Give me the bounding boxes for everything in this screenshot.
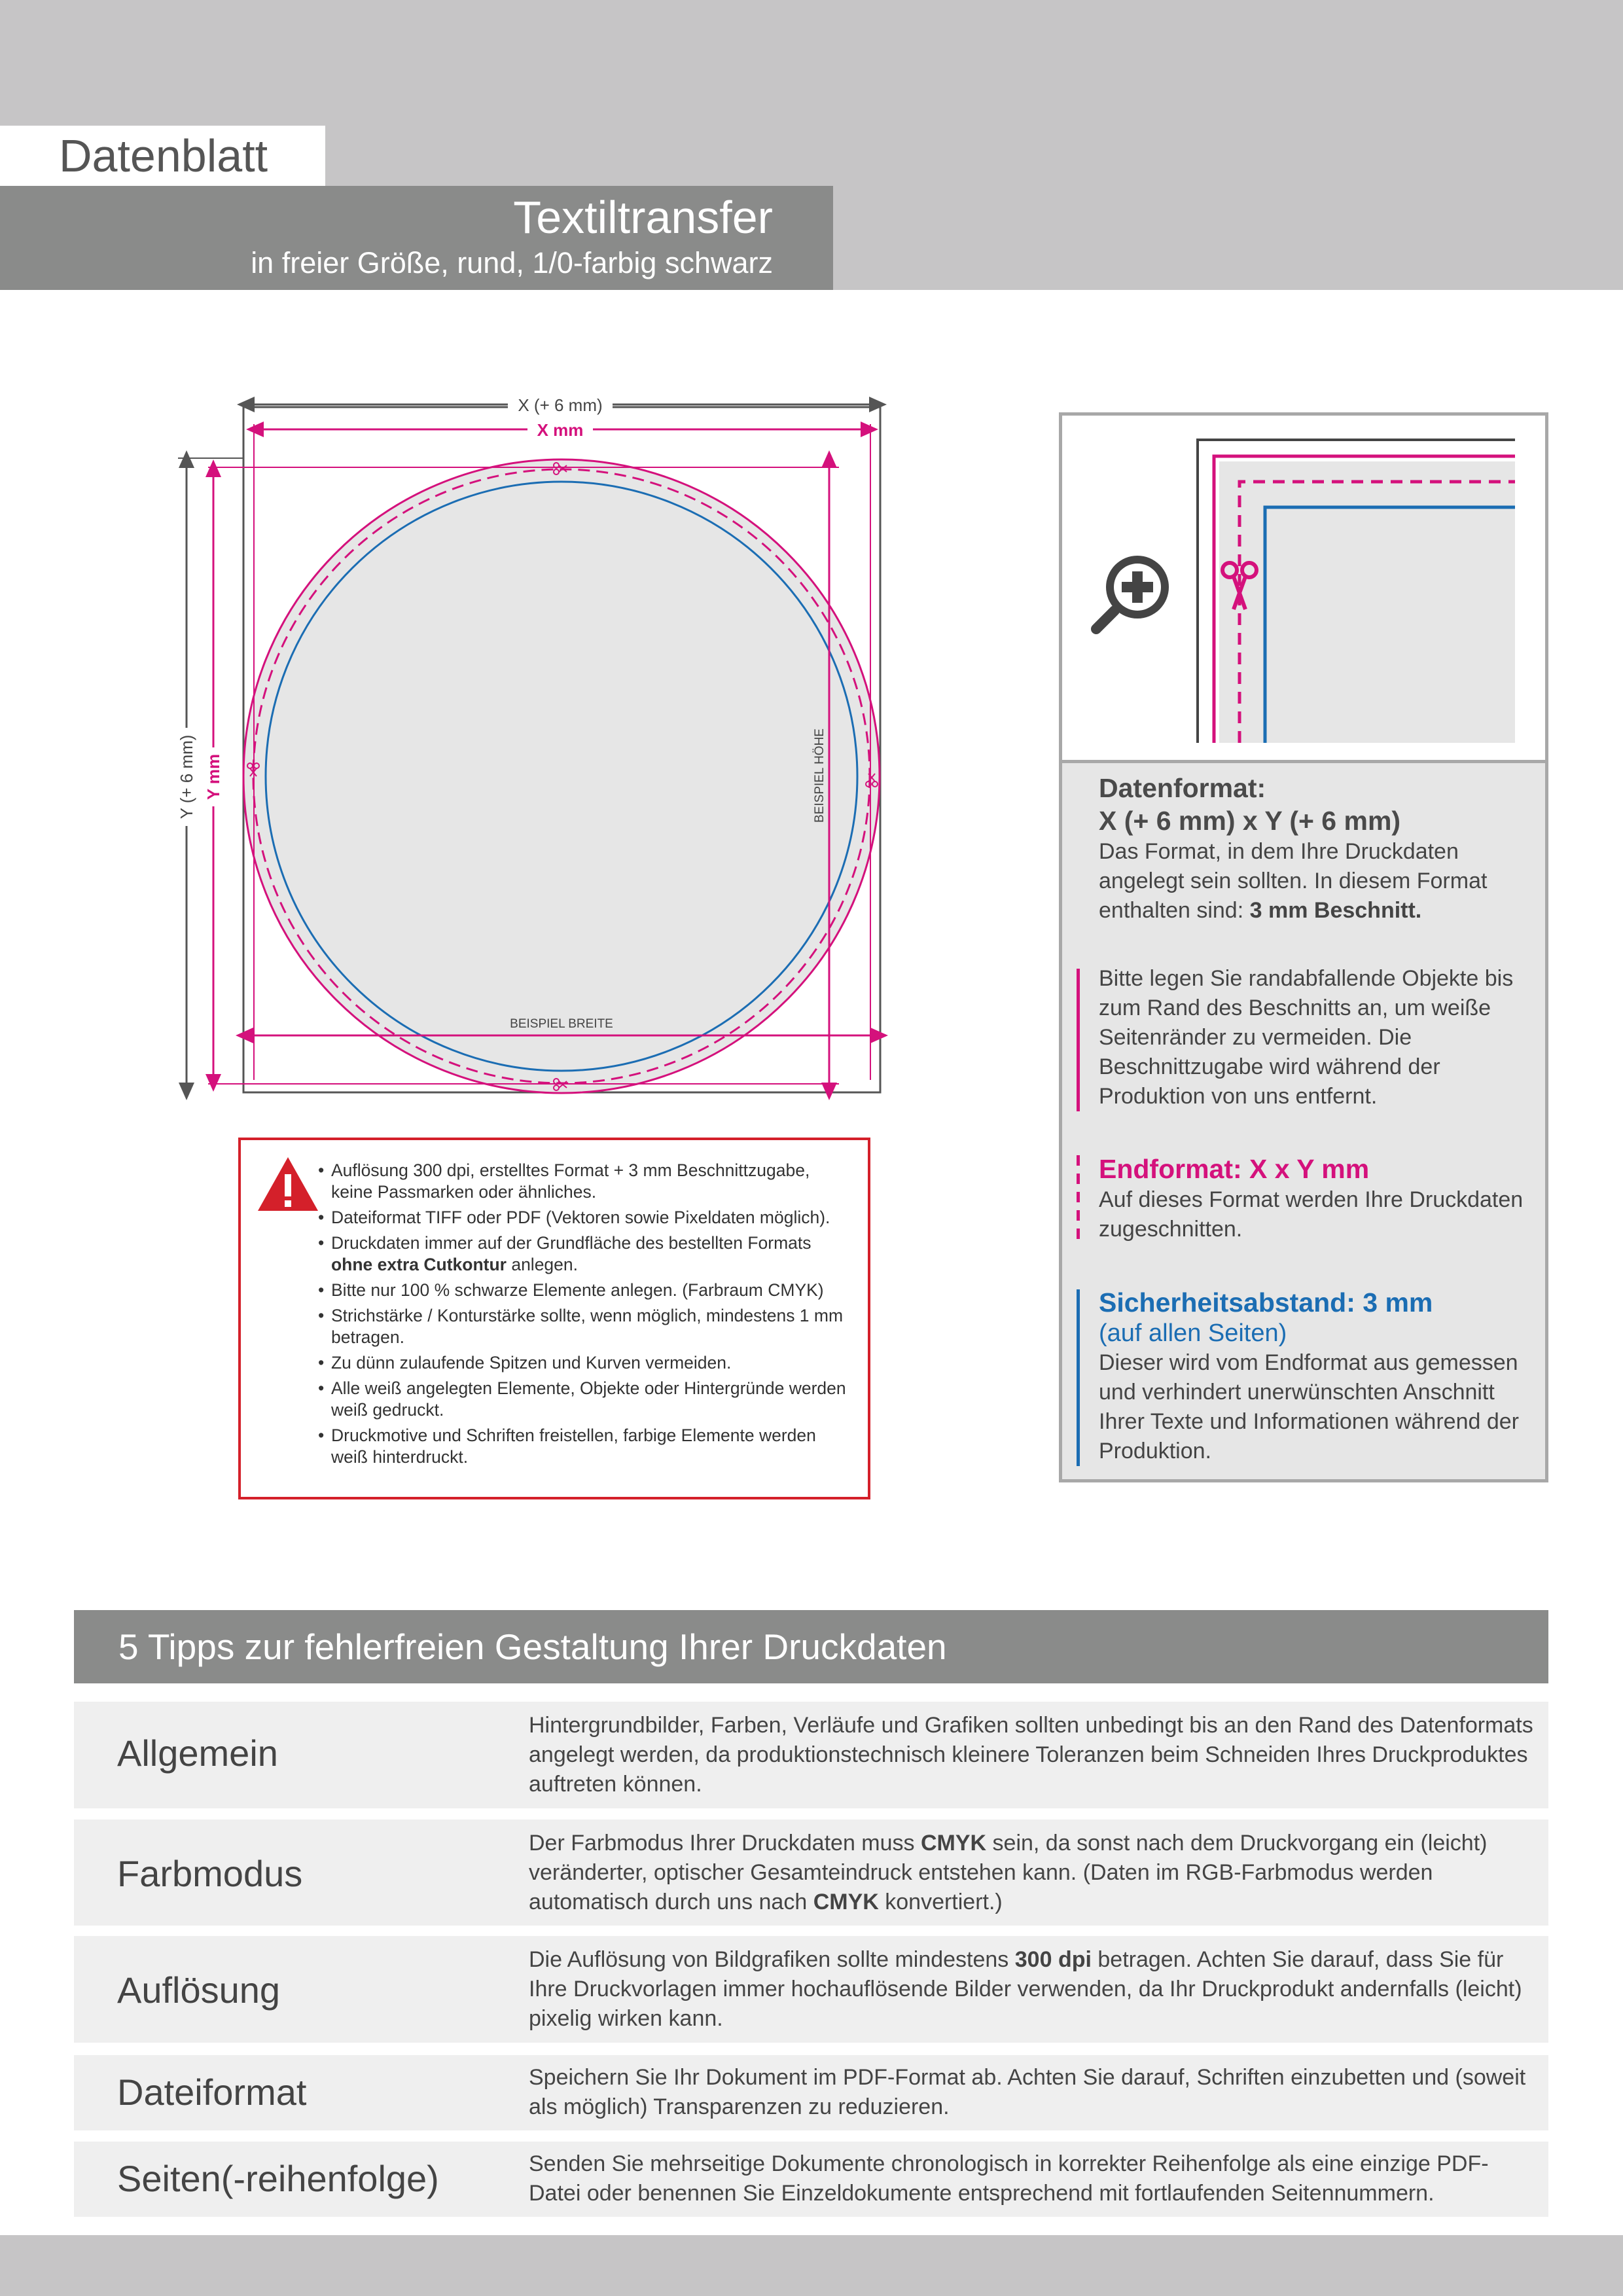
warning-box [238, 1138, 870, 1499]
warning-item: • Druckmotive und Schriften freistellen, farbige Elemente werden weiß hinterdruckt. [318, 1425, 855, 1468]
warning-item: • Strichstärke / Konturstärke sollte, wenn möglich, mindestens 1 mm betragen. [318, 1305, 855, 1348]
tip-row [74, 2055, 1548, 2130]
tip-label: Farbmodus [117, 1853, 303, 1894]
zoom-icon [1096, 556, 1169, 629]
cut-marker [1077, 1155, 1080, 1239]
y-outer-label: Y (+ 6 mm) [177, 734, 196, 819]
zoom-detail [1062, 416, 1545, 763]
tip-row [74, 1820, 1548, 1926]
end-format-section [1099, 1153, 1537, 1244]
tip-row [74, 1936, 1548, 2043]
warning-item: • Alle weiß angelegten Elemente, Objekte oder Hintergründe werden weiß gedruckt. [318, 1378, 855, 1421]
tips-header [74, 1610, 1548, 1683]
example-width-label: BEISPIEL BREITE [510, 1017, 613, 1031]
warning-item: • Druckdaten immer auf der Grundfläche des bestellten Formats ohne extra Cutkontur anlegen. [318, 1232, 855, 1276]
y-inner-label: Y mm [204, 753, 223, 800]
data-format-text: Das Format, in dem Ihre Druckdaten angelegt sein sollten. In diesem Format enthalten sind: 3 mm Beschnitt. [1099, 839, 1488, 923]
tip-label: Auflösung [117, 1969, 281, 2011]
tip-text: Speichern Sie Ihr Dokument im PDF-Format ab. Achten Sie darauf, Schriften einzubetten und (soweit als möglich) Transparenzen zu reduzieren. [529, 2065, 1526, 2119]
tip-row [74, 2142, 1548, 2217]
warning-item: • Auflösung 300 dpi, erstelltes Format + 3 mm Beschnittzugabe, keine Passmarken oder ähnliches. [318, 1160, 855, 1203]
warning-item-bold: ohne extra Cutkontur [331, 1255, 507, 1274]
bleed-text: Bitte legen Sie randabfallende Objekte bis zum Rand des Beschnitts an, um weiße Seitenränder zu vermeiden. Die Beschnittzugabe wird während der Produktion von uns entfernt. [1099, 966, 1514, 1109]
tip-label: Dateiformat [117, 2072, 307, 2113]
footer-band [0, 2235, 1623, 2296]
end-format-text: Auf dieses Format werden Ihre Druckdaten zugeschnitten. [1099, 1187, 1524, 1242]
data-format-section [1099, 772, 1537, 925]
tip-text: Der Farbmodus Ihrer Druckdaten muss CMYK sein, da sonst nach dem Druckvorgang ein (leicht) veränderter, optischer Gesamteindruck entstehen kann. (Daten im RGB-Farbmodus werden automatisch durch uns nach CMYK konvertiert.) [529, 1831, 1488, 1914]
tip-text: Hintergrundbilder, Farben, Verläufe und Grafiken sollten unbedingt bis an den Rand des Datenformats angelegt werden, da produktionstechnisch kleinere Toleranzen beim Schneiden Ihres Druckproduktes auftreten können. [529, 1713, 1533, 1797]
tip-text: Die Auflösung von Bildgrafiken sollte mindestens 300 dpi betragen. Achten Sie darauf, dass Sie für Ihre Druckvorlagen immer hochauflösende Bilder verwenden, da Ihr Druckprodukt andernfalls (leicht) pixelig wirken kann. [529, 1947, 1522, 2031]
safety-title: Sicherheitsabstand: 3 mm [1099, 1287, 1433, 1318]
warning-item: • Dateiformat TIFF oder PDF (Vektoren sowie Pixeldaten möglich). [318, 1207, 855, 1229]
warning-item: • Bitte nur 100 % schwarze Elemente anlegen. (Farbraum CMYK) [318, 1280, 855, 1301]
tip-row [74, 1702, 1548, 1808]
tips-heading: 5 Tipps zur fehlerfreien Gestaltung Ihrer Druckdaten [118, 1626, 947, 1667]
example-height-label: BEISPIEL HÖHE [813, 728, 827, 823]
data-format-size: X (+ 6 mm) x Y (+ 6 mm) [1099, 806, 1401, 836]
format-legend-panel [1059, 412, 1548, 1482]
datasheet-tag [0, 126, 325, 186]
warning-icon [255, 1155, 321, 1213]
safety-section [1099, 1286, 1537, 1466]
data-format-title: Datenformat: [1099, 773, 1266, 803]
end-format-title: Endformat: X x Y mm [1099, 1154, 1370, 1184]
bleed-marker [1077, 969, 1080, 1111]
warning-item: • Zu dünn zulaufende Spitzen und Kurven vermeiden. [318, 1352, 855, 1374]
format-diagram [151, 386, 903, 1113]
bleed-circle [243, 459, 880, 1093]
title-box [0, 186, 833, 290]
tip-label: Seiten(-reihenfolge) [117, 2158, 439, 2199]
page-title: Textiltransfer [513, 192, 773, 243]
warning-list [318, 1160, 855, 1472]
page-subtitle: in freier Größe, rund, 1/0-farbig schwarz [251, 246, 773, 279]
safety-text: Dieser wird vom Endformat aus gemessen und verhindert unerwünschten Anschnitt Ihrer Texte und Informationen während der Produktion. [1099, 1350, 1519, 1463]
tip-label: Allgemein [117, 1732, 278, 1774]
tip-text: Senden Sie mehrseitige Dokumente chronologisch in korrekter Reihenfolge als eine einzige PDF-Datei oder benennen Sie Einzeldokumente entsprechend mit fortlaufenden Seitennummern. [529, 2151, 1489, 2206]
x-inner-label: X mm [537, 420, 584, 440]
safety-marker [1077, 1289, 1080, 1466]
data-format-bold: 3 mm Beschnitt. [1249, 898, 1422, 923]
safety-subtitle: (auf allen Seiten) [1099, 1319, 1287, 1347]
zoom-detail-svg [1062, 416, 1545, 760]
format-diagram-svg [151, 386, 903, 1113]
datasheet-tag-label: Datenblatt [59, 130, 268, 181]
x-outer-label: X (+ 6 mm) [518, 395, 603, 415]
